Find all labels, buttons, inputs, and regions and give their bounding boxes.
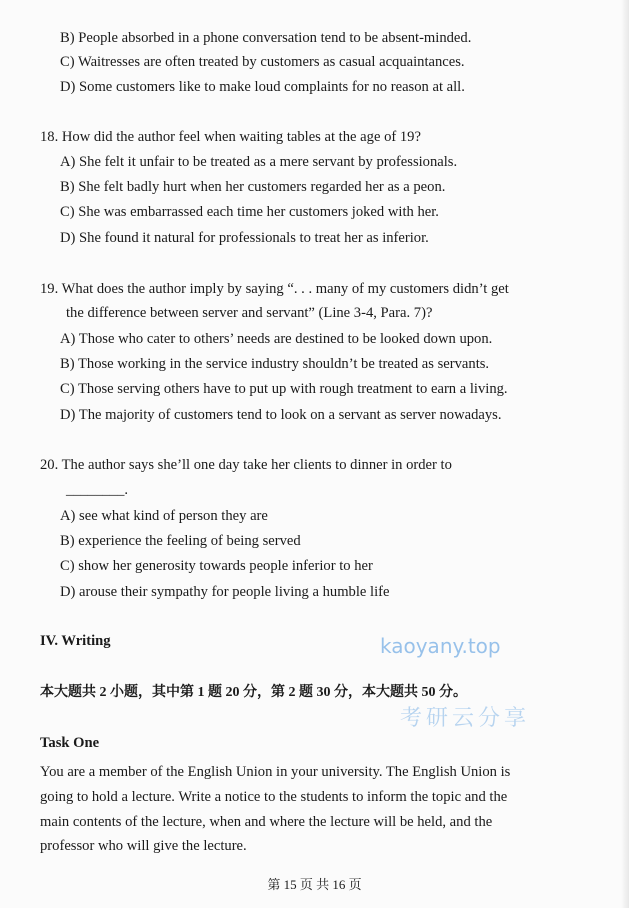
q20-option-c: C) show her generosity towards people inferior to her <box>60 558 373 574</box>
task-line: professor who will give the lecture. <box>40 838 247 854</box>
task-line: main contents of the lecture, when and where the lecture will be held, and the <box>40 814 493 830</box>
question-20: 20. The author says she’ll one day take her clients to dinner in order to <box>40 457 452 473</box>
prev-option-b: B) People absorbed in a phone conversation tend to be absent-minded. <box>60 30 472 46</box>
section-instruction: 本大题共 2 小题，其中第 1 题 20 分，第 2 题 30 分，本大题共 50 分。 <box>40 685 467 700</box>
prev-option-d: D) Some customers like to make loud complaints for no reason at all. <box>60 79 465 95</box>
q19-option-a: A) Those who cater to others’ needs are destined to be looked down upon. <box>60 331 493 347</box>
prev-option-c: C) Waitresses are often treated by customers as casual acquaintances. <box>60 54 465 70</box>
q18-option-c: C) She was embarrassed each time her customers joked with her. <box>60 204 439 220</box>
task-line: going to hold a lecture. Write a notice to the students to inform the topic and the <box>40 789 508 805</box>
q18-option-a: A) She felt it unfair to be treated as a mere servant by professionals. <box>60 154 458 170</box>
watermark-chinese: 考研云分享 <box>400 706 531 731</box>
section-title: IV. Writing <box>40 633 111 649</box>
page-footer: 第 15 页 共 16 页 <box>267 877 362 892</box>
question-19-cont: the difference between server and servant” (Line 3-4, Para. 7)? <box>66 305 433 321</box>
q18-option-b: B) She felt badly hurt when her customers regarded her as a peon. <box>60 179 446 195</box>
task-title: Task One <box>40 735 100 751</box>
task-line: You are a member of the English Union in your university. The English Union is <box>40 764 511 780</box>
q19-option-b: B) Those working in the service industry shouldn’t be treated as servants. <box>60 356 490 372</box>
question-18: 18. How did the author feel when waiting tables at the age of 19? <box>40 129 421 145</box>
q19-option-c: C) Those serving others have to put up with rough treatment to earn a living. <box>60 381 508 397</box>
question-19: 19. What does the author imply by saying “. . . many of my customers didn’t get <box>40 281 509 297</box>
q20-option-a: A) see what kind of person they are <box>60 508 268 524</box>
q20-option-b: B) experience the feeling of being served <box>60 533 301 549</box>
question-20-blank: ________. <box>66 482 129 498</box>
watermark-url: kaoyany.top <box>380 634 501 658</box>
q20-option-d: D) arouse their sympathy for people living a humble life <box>60 584 390 600</box>
q19-option-d: D) The majority of customers tend to look on a servant as server nowadays. <box>60 407 502 423</box>
scan-edge <box>621 0 629 908</box>
q18-option-d: D) She found it natural for professionals to treat her as inferior. <box>60 230 429 246</box>
